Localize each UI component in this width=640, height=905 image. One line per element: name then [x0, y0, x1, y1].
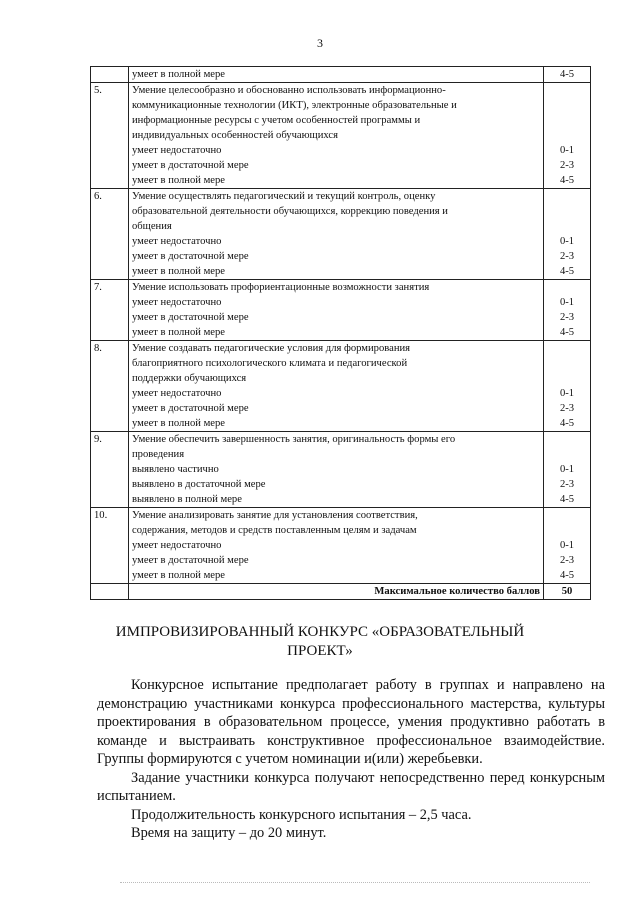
criterion-text — [129, 432, 544, 508]
criterion-line: выявлено в полной мере — [132, 494, 242, 505]
score-range — [547, 204, 587, 219]
criterion-text — [129, 67, 544, 83]
score-range — [547, 98, 587, 113]
score-range: 0-1 — [559, 297, 575, 308]
criterion-number: 5. — [91, 83, 129, 189]
criterion-line: содержания, методов и средств поставленным целям и задачам — [132, 525, 417, 536]
criterion-scores — [544, 432, 591, 508]
total-value: 50 — [544, 584, 591, 600]
score-range — [547, 447, 587, 462]
criterion-line: проведения — [132, 449, 185, 460]
criterion-number: 7. — [91, 280, 129, 341]
criterion-scores — [544, 189, 591, 280]
criterion-line: Умение обеспечить завершенность занятия, оригинальность формы его — [132, 434, 456, 445]
criterion-line: коммуникационные технологии (ИКТ), электронные образовательные и — [132, 100, 457, 111]
criteria-table — [90, 66, 591, 600]
score-range: 2-3 — [559, 160, 575, 171]
paragraph-task: Задание участники конкурса получают непосредственно перед конкурсным испытанием. — [97, 769, 605, 804]
criterion-row — [91, 432, 591, 508]
criterion-text — [129, 341, 544, 432]
criterion-line: выявлено в достаточной мере — [132, 479, 266, 490]
criterion-line: умеет в достаточной мере — [132, 555, 249, 566]
score-range: 2-3 — [559, 555, 575, 566]
score-range: 4-5 — [559, 570, 575, 581]
page-number: 3 — [317, 36, 323, 50]
criterion-text — [129, 280, 544, 341]
criterion-line: умеет в полной мере — [132, 418, 225, 429]
criterion-line: Умение осуществлять педагогический и текущий контроль, оценку — [132, 191, 436, 202]
score-range: 4-5 — [559, 327, 575, 338]
score-range: 4-5 — [559, 69, 575, 80]
score-range: 2-3 — [559, 479, 575, 490]
criterion-number: 9. — [91, 432, 129, 508]
score-range — [547, 356, 587, 371]
criterion-line: умеет в полной мере — [132, 175, 225, 186]
criterion-row — [91, 280, 591, 341]
paragraph-duration: Продолжительность конкурсного испытания – 2,5 часа. — [131, 806, 472, 823]
criterion-line: умеет недостаточно — [132, 236, 222, 247]
score-range: 4-5 — [559, 418, 575, 429]
score-range — [547, 508, 587, 523]
criterion-line: поддержки обучающихся — [132, 373, 247, 384]
score-range: 0-1 — [559, 464, 575, 475]
criterion-line: умеет в достаточной мере — [132, 403, 249, 414]
criterion-scores — [544, 508, 591, 584]
score-range — [547, 219, 587, 234]
score-range: 0-1 — [559, 540, 575, 551]
section-title-line-1: ИМПРОВИЗИРОВАННЫЙ КОНКУРС «ОБРАЗОВАТЕЛЬНЫЙ — [115, 624, 525, 640]
criterion-line: благоприятного психологического климата и педагогической — [132, 358, 408, 369]
criterion-text — [129, 189, 544, 280]
criterion-row — [91, 83, 591, 189]
total-row — [91, 584, 591, 600]
total-label: Максимальное количество баллов — [129, 584, 544, 600]
section-title-line-2: ПРОЕКТ» — [287, 643, 353, 659]
criterion-number: 10. — [91, 508, 129, 584]
score-range — [547, 341, 587, 356]
body-text — [97, 676, 605, 843]
score-range: 2-3 — [559, 403, 575, 414]
criterion-row — [91, 341, 591, 432]
criterion-line: умеет недостаточно — [132, 297, 222, 308]
score-range: 4-5 — [559, 266, 575, 277]
criterion-line: образовательной деятельности обучающихся, коррекцию поведения и — [132, 206, 448, 217]
criterion-scores — [544, 83, 591, 189]
criterion-line: Умение создавать педагогические условия для формирования — [132, 343, 411, 354]
criterion-line: умеет в достаточной мере — [132, 312, 249, 323]
score-range — [547, 371, 587, 386]
score-range: 0-1 — [559, 388, 575, 399]
footer-rule — [120, 882, 590, 883]
paragraph-defense-time: Время на защиту – до 20 минут. — [131, 825, 327, 841]
criterion-row — [91, 189, 591, 280]
section-title — [80, 623, 560, 661]
criterion-scores — [544, 280, 591, 341]
criterion-number — [91, 67, 129, 83]
score-range: 2-3 — [559, 251, 575, 262]
criterion-line: Умение целесообразно и обоснованно использовать информационно- — [132, 85, 446, 96]
score-range — [547, 523, 587, 538]
score-range — [547, 113, 587, 128]
score-range — [547, 83, 587, 98]
criterion-text — [129, 508, 544, 584]
criterion-line: умеет в полной мере — [132, 266, 225, 277]
criterion-text — [129, 83, 544, 189]
criterion-line: умеет недостаточно — [132, 145, 222, 156]
total-num-cell — [91, 584, 129, 600]
criterion-line: информационные ресурсы с учетом особенностей программы и — [132, 115, 421, 126]
criterion-row — [91, 508, 591, 584]
criterion-row — [91, 67, 591, 83]
criterion-line: умеет недостаточно — [132, 388, 222, 399]
criterion-number: 8. — [91, 341, 129, 432]
score-range: 4-5 — [559, 494, 575, 505]
criterion-scores — [544, 341, 591, 432]
criterion-number: 6. — [91, 189, 129, 280]
score-range: 0-1 — [559, 236, 575, 247]
criterion-line: Умение использовать профориентационные возможности занятия — [132, 282, 430, 293]
paragraph-description: Конкурсное испытание предполагает работу в группах и направлено на демонстрацию участниками конкурса профессионального мастерства, культуры проектирования в образовательном процессе, умения продуктивно работать в команде и выстраивать конструктивное профессиональное взаимодействие. Группы формируются с учетом номинации и(или) жеребьевки. — [97, 677, 605, 767]
score-range — [547, 128, 587, 143]
criterion-line: общения — [132, 221, 172, 232]
score-range: 2-3 — [559, 312, 575, 323]
score-range — [547, 189, 587, 204]
criterion-line: умеет в достаточной мере — [132, 251, 249, 262]
criterion-line: выявлено частично — [132, 464, 219, 475]
score-range: 0-1 — [559, 145, 575, 156]
score-range: 4-5 — [559, 175, 575, 186]
criterion-line: индивидуальных особенностей обучающихся — [132, 130, 338, 141]
criterion-line: умеет в полной мере — [132, 570, 225, 581]
score-range — [547, 432, 587, 447]
criterion-scores — [544, 67, 591, 83]
criterion-line: Умение анализировать занятие для установления соответствия, — [132, 510, 418, 521]
criterion-line: умеет в достаточной мере — [132, 160, 249, 171]
criterion-line: умеет в полной мере — [132, 327, 225, 338]
criterion-line: умеет недостаточно — [132, 540, 222, 551]
criterion-line: умеет в полной мере — [132, 69, 225, 80]
score-range — [547, 280, 587, 295]
